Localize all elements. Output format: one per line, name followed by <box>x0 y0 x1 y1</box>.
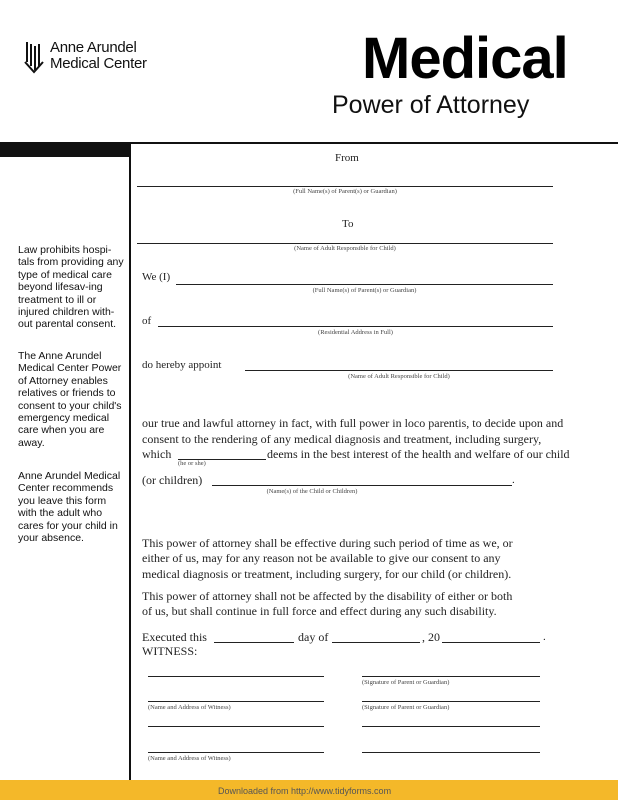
year-label: , 20 <box>422 630 440 644</box>
children-label: (or children) <box>142 473 203 487</box>
witness-1-signature-field[interactable] <box>148 676 324 677</box>
logo-mark-icon <box>24 40 44 74</box>
page-subtitle: Power of Attorney <box>332 91 530 119</box>
executed-month-field[interactable] <box>332 642 420 643</box>
disability-line-1: This power of attorney shall not be affected by the disability of either or both <box>142 589 513 603</box>
children-period: . <box>512 474 515 486</box>
of-label: of <box>142 315 152 327</box>
footer-download-link[interactable]: Downloaded from http://www.tidyforms.com <box>218 786 392 796</box>
disability-line-2: of us, but shall continue in full force and effect during any such disability. <box>142 604 497 618</box>
address-field[interactable] <box>158 326 553 327</box>
appoint-caption: (Name of Adult Responsible for Child) <box>348 373 450 380</box>
from-label: From <box>335 152 359 164</box>
of-caption: (Residential Address in Full) <box>318 329 393 336</box>
executed-day-field[interactable] <box>214 642 294 643</box>
day-of-label: day of <box>298 630 329 644</box>
parent-signature-2-field[interactable] <box>362 701 540 702</box>
sidebar-paragraph-1: Law prohibits hospi-tals from providing any type of medical care beyond lifesav-ing treatment to ill or injured children with-out parental consent. <box>18 244 124 331</box>
effective-line-3: medical diagnosis or treatment, including surgery, for our child (or children). <box>142 567 512 581</box>
logo <box>24 40 174 80</box>
authority-paragraph-line-1: our true and lawful attorney in fact, with full power in loco parentis, to decide upon and <box>142 416 564 430</box>
witness-1-address-field[interactable] <box>148 701 324 702</box>
we-label: We (I) <box>142 271 171 283</box>
parent-address-field-2[interactable] <box>362 752 540 753</box>
effective-line-2: either of us, may for any reason not be available to give our consent to any <box>142 551 501 565</box>
witness-caption-1: (Name and Address of Witness) <box>148 704 231 711</box>
parent-signature-1-field[interactable] <box>362 676 540 677</box>
signature-caption-1: (Signature of Parent or Guardian) <box>362 679 450 686</box>
org-name <box>50 40 147 72</box>
executed-label: Executed this <box>142 630 207 644</box>
from-caption: (Full Name(s) of Parent(s) or Guardian) <box>293 188 397 195</box>
witness-caption-2: (Name and Address of Witness) <box>148 755 231 762</box>
parent-address-field[interactable] <box>362 726 540 727</box>
sidebar-header-bar <box>0 144 130 157</box>
sidebar-paragraph-2: The Anne Arundel Medical Center Power of Attorney enables relatives or friends to consent to your child's emergency medical care when you are away. <box>18 350 122 449</box>
effective-line-1: This power of attorney shall be effective during such period of time as we, or <box>142 536 513 550</box>
sidebar-divider <box>129 144 131 780</box>
appoint-label: do hereby appoint <box>142 359 222 371</box>
we-field[interactable] <box>176 284 553 285</box>
org-line1: Anne Arundel <box>50 39 137 56</box>
executed-year-field[interactable] <box>442 642 540 643</box>
org-line2: Medical Center <box>50 55 147 72</box>
children-caption: (Name(s) of the Child or Children) <box>266 488 358 495</box>
to-field[interactable] <box>137 243 553 244</box>
executed-period: . <box>543 631 546 643</box>
witness-2-address-field[interactable] <box>148 752 324 753</box>
children-field[interactable] <box>212 485 512 486</box>
witness-label: WITNESS: <box>142 644 198 658</box>
page-title: Medical <box>362 26 568 91</box>
to-label: To <box>342 218 354 230</box>
authority-paragraph-line-2: consent to the rendering of any medical diagnosis and treatment, including surgery, <box>142 432 542 446</box>
deems-text: deems in the best interest of the health and welfare of our child <box>267 447 570 461</box>
witness-2-signature-field[interactable] <box>148 726 324 727</box>
appoint-field[interactable] <box>245 370 553 371</box>
sidebar-paragraph-3: Anne Arundel Medical Center recommends you leave this form with the adult who cares for your child in your absence. <box>18 470 121 545</box>
signature-caption-2: (Signature of Parent or Guardian) <box>362 704 450 711</box>
which-label: which <box>142 447 172 461</box>
from-field[interactable] <box>137 186 553 187</box>
we-caption: (Full Name(s) of Parent(s) or Guardian) <box>312 287 417 294</box>
to-caption: (Name of Adult Responsible for Child) <box>294 245 396 252</box>
he-she-caption: (he or she) <box>178 460 206 467</box>
